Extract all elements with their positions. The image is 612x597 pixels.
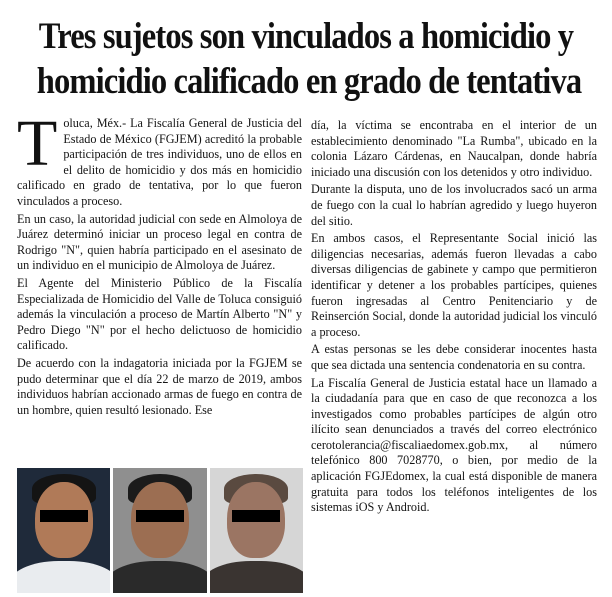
censor-bar [232,510,280,522]
censor-bar [136,510,184,522]
person-photo-icon [113,468,206,593]
headline-line-1: Tres sujetos son vinculados a homicidio y [38,16,574,57]
headline-line-2: homicidio calificado en grado de tentativa [36,61,582,102]
paragraph: El Agente del Ministerio Público de la Fiscalía Especializada de Homicidio del Valle de Toluca consiguió además la vinculación a proceso de Martín Alberto "N" y Pedro Diego "N" por el hecho delictuoso de homicidio calificado. [17,275,302,353]
censor-bar [40,510,88,522]
person-photo-icon [17,468,110,593]
article-column-left [17,107,302,420]
article-column-right [311,118,597,518]
paragraph: En un caso, la autoridad judicial con sede en Almoloya de Juárez determinó iniciar un proceso legal en contra de Rodrigo "N", quien habría participado en el asesinato de un individuo en el municipio de Almoloya de Juárez. [17,211,302,273]
paragraph: A estas personas se les debe considerar inocentes hasta que sea dictada una sentencia condenatoria en su contra. [311,342,597,372]
paragraph: Toluca, Méx.- La Fiscalía General de Justicia del Estado de México (FGJEM) acreditó la probable participación de tres individuos, uno de ellos en el delito de homicidio y dos más en homicidio calificado en grado de tentativa, por lo que fueron vinculados a proceso. [17,107,302,208]
person-photo-icon [210,468,303,593]
paragraph: De acuerdo con la indagatoria iniciada por la FGJEM se pudo determinar que el día 22 de marzo de 2019, ambos individuos habrían accionado armas de fuego en contra de un hombre, quien resultó lesionado. Ese [17,355,302,417]
paragraph: día, la víctima se encontraba en el interior de un establecimiento denominado "La Rumba", ubicado en la colonia Lázaro Cárdenas, en Naucalpan, donde habría iniciado una discusión con los detenidos y otro individuo. [311,118,597,179]
paragraph: La Fiscalía General de Justicia estatal hace un llamado a la ciudadanía para que en caso de que reconozca a los investigados como probables partícipes de algún otro ilícito sean denunciados a través del correo electrónico cerotolerancia@fiscaliaedomex.gob.mx, al número telefónico 800 7028770, o bien, por medio de la aplicación FGJEdomex, la cual está disponible de manera gratuita para todos los teléfonos inteligentes de los sistemas iOS y Android. [311,375,597,515]
paragraph: En ambos casos, el Representante Social inició las diligencias necesarias, además fueron llevadas a cabo diversas diligencias de gabinete y campo que permitieron identificar y detener a los probables partícipes, quienes fueron ingresadas al Centro Penitenciario y de Reinserción Social, donde la autoridad judicial los vinculó a proceso. [311,231,597,339]
suspect-photos [17,468,303,593]
paragraph: Durante la disputa, uno de los involucrados sacó un arma de fuego con la cual lo habrían agredido y luego huyeron del sitio. [311,182,597,228]
drop-cap: T [17,107,58,180]
headline [36,14,582,104]
